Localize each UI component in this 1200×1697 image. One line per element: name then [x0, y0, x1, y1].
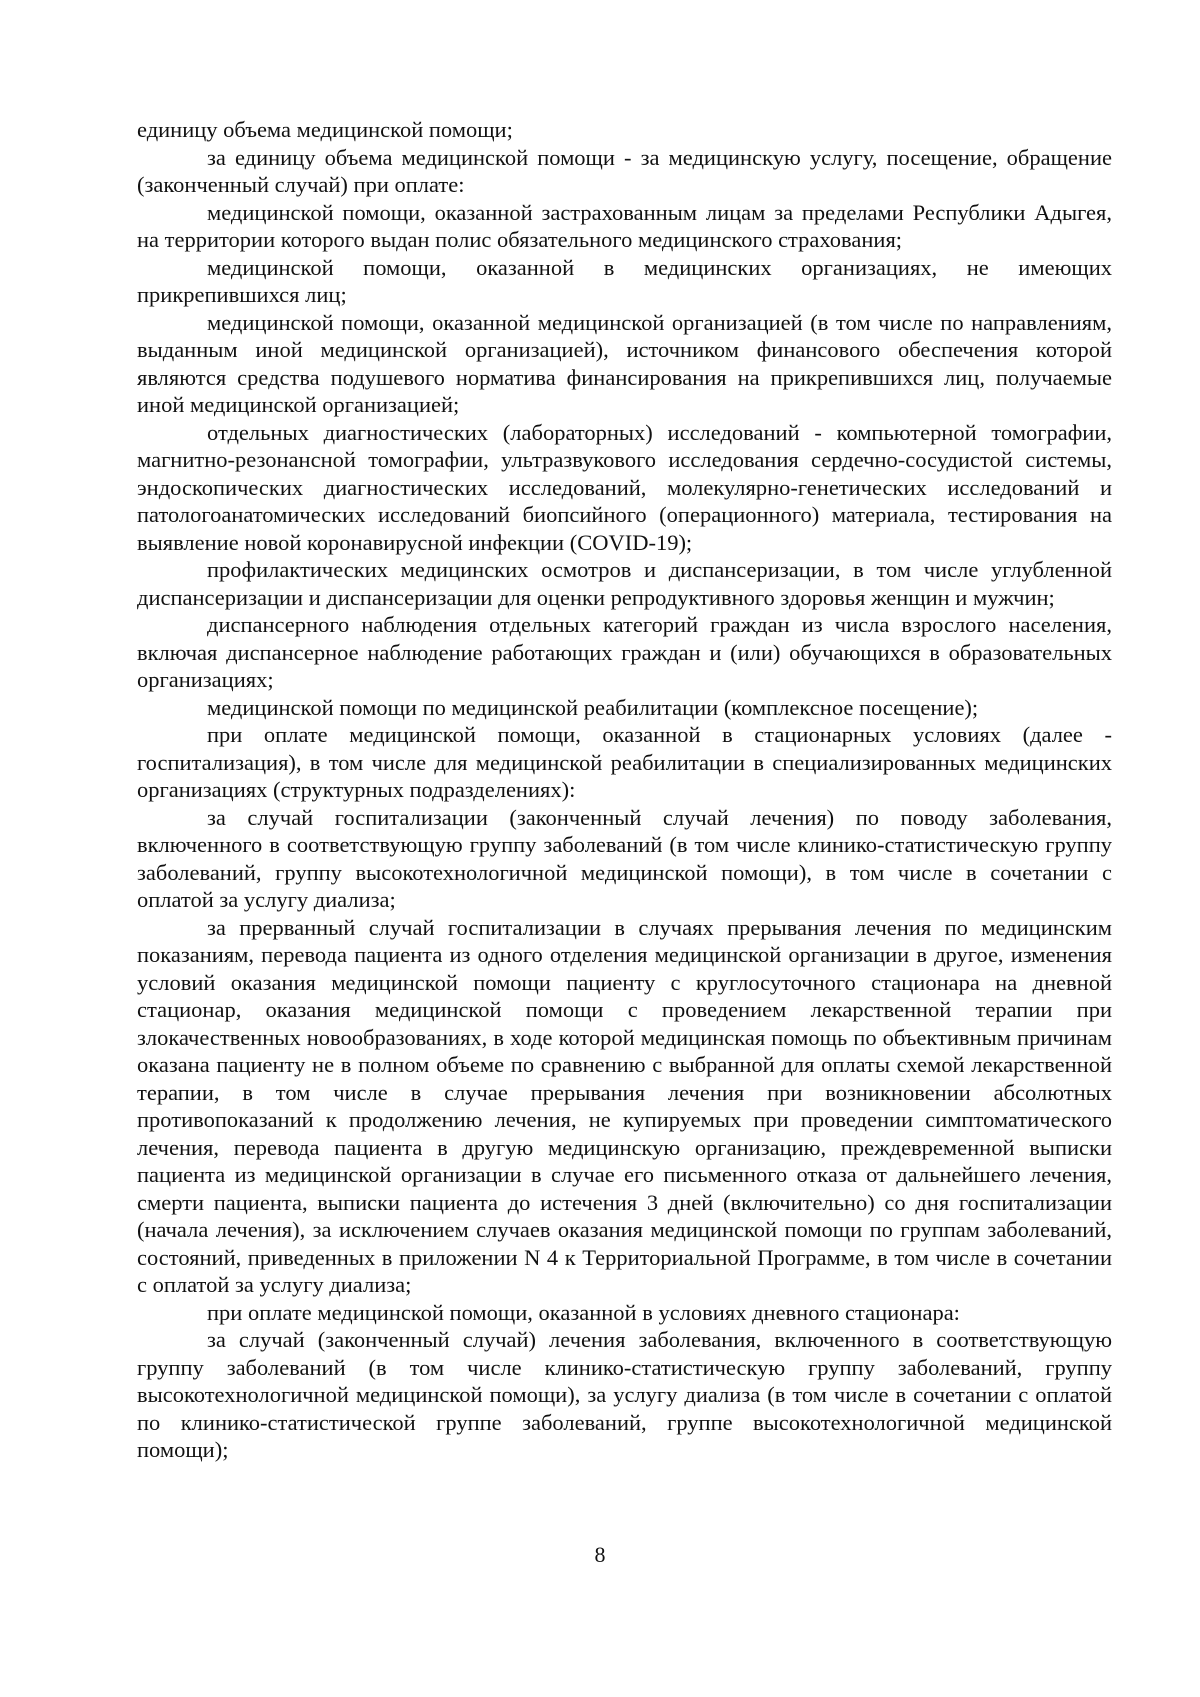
paragraph: за случай (законченный случай) лечения заболевания, включенного в соответствующую группу заболеваний (в том числе клинико-статистическую группу заболеваний, группу высокотехнологичной медицинской помощи), за услугу диализа (в том числе в сочетании с оплатой по клинико-статистической группе заболеваний, группе высокотехнологичной медицинской помощи);: [137, 1327, 1112, 1462]
paragraph: медицинской помощи, оказанной застрахованным лицам за пределами Республики Адыгея, на территории которого выдан полис обязательного медицинского страхования;: [137, 199, 1112, 252]
paragraph: за единицу объема медицинской помощи - за медицинскую услугу, посещение, обращение (законченный случай) при оплате:: [137, 144, 1112, 197]
paragraph: медицинской помощи, оказанной медицинской организацией (в том числе по направлениям, выданным иной медицинской организацией), источником финансового обеспечения которой являются средства подушевого норматива финансирования на прикрепившихся лиц, получаемые иной медицинской организацией;: [137, 309, 1112, 417]
paragraph: единицу объема медицинской помощи;: [137, 117, 513, 142]
paragraph: медицинской помощи, оказанной в медицинских организациях, не имеющих прикрепившихся лиц;: [137, 254, 1112, 307]
paragraph: при оплате медицинской помощи, оказанной в условиях дневного стационара:: [207, 1299, 960, 1325]
page-number: 8: [594, 1542, 606, 1567]
document-body: [137, 116, 1112, 1464]
paragraph: профилактических медицинских осмотров и диспансеризации, в том числе углубленной диспансеризации и диспансеризации для оценки репродуктивного здоровья женщин и мужчин;: [137, 557, 1112, 610]
paragraph: за прерванный случай госпитализации в случаях прерывания лечения по медицинским показаниям, перевода пациента из одного отделения медицинской организации в другое, изменения условий оказания медицинской помощи пациенту с круглосуточного стационара на дневной стационар, оказания медицинской помощи с проведением лекарственной терапии при злокачественных новообразованиях, в ходе которой медицинская помощь по объективным причинам оказана пациенту не в полном объеме по сравнению с выбранной для оплаты схемой лекарственной терапии, в том числе в случае прерывания лечения при возникновении абсолютных противопоказаний к продолжению лечения, не купируемых при проведении симптоматического лечения, перевода пациента в другую медицинскую организацию, преждевременной выписки пациента из медицинской организации в случае его письменного отказа от дальнейшего лечения, смерти пациента, выписки пациента до истечения 3 дней (включительно) со дня госпитализации (начала лечения), за исключением случаев оказания медицинской помощи по группам заболеваний, состояний, приведенных в приложении N 4 к Территориальной Программе, в том числе в сочетании с оплатой за услугу диализа;: [137, 914, 1112, 1297]
paragraph: отдельных диагностических (лабораторных) исследований - компьютерной томографии, магнитно-резонансной томографии, ультразвукового исследования сердечно-сосудистой системы, эндоскопических диагностических исследований, молекулярно-генетических исследований и патологоанатомических исследований биопсийного (операционного) материала, тестирования на выявление новой коронавирусной инфекции (COVID-19);: [137, 419, 1112, 555]
paragraph: медицинской помощи по медицинской реабилитации (комплексное посещение);: [207, 694, 979, 720]
paragraph: при оплате медицинской помощи, оказанной в стационарных условиях (далее - госпитализация), в том числе для медицинской реабилитации в специализированных медицинских организациях (структурных подразделениях):: [137, 722, 1112, 802]
paragraph: за случай госпитализации (законченный случай лечения) по поводу заболевания, включенного в соответствующую группу заболеваний (в том числе клинико-статистическую группу заболеваний, группу высокотехнологичной медицинской помощи), в том числе в сочетании с оплатой за услугу диализа;: [137, 804, 1112, 912]
paragraph: диспансерного наблюдения отдельных категорий граждан из числа взрослого населения, включая диспансерное наблюдение работающих граждан и (или) обучающихся в образовательных организациях;: [137, 612, 1112, 692]
